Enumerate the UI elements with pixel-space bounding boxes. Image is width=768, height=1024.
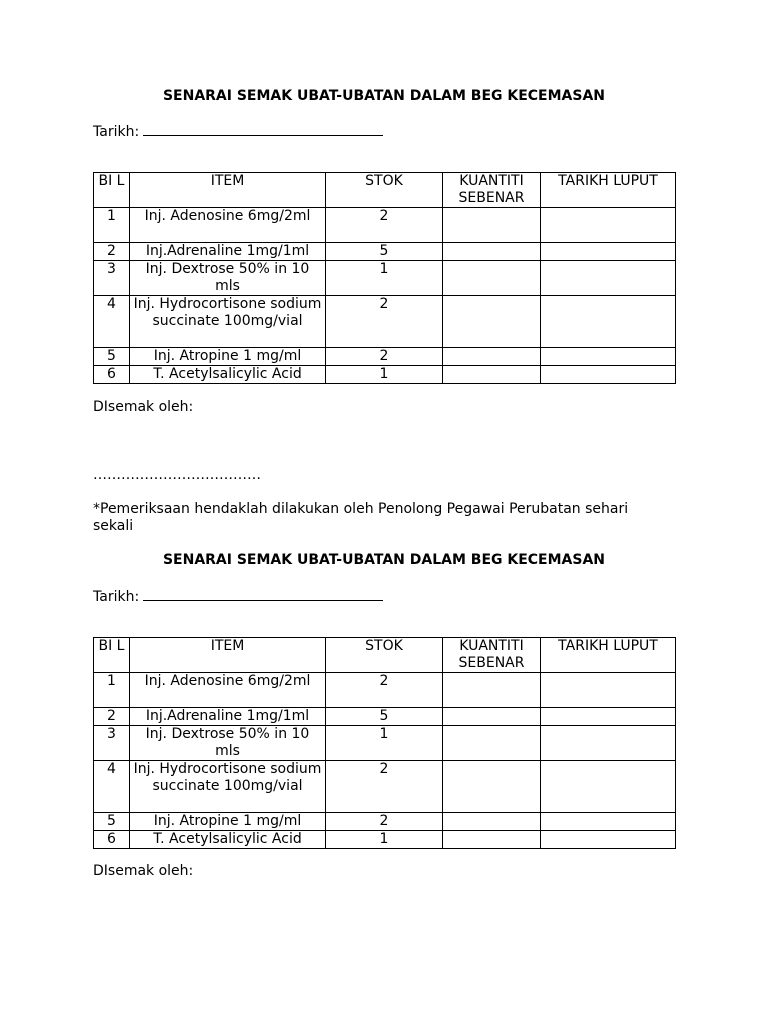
cell-bil: 3 (94, 261, 130, 296)
cell-kuantiti (443, 243, 541, 261)
cell-stok: 2 (326, 348, 443, 366)
cell-bil: 6 (94, 831, 130, 849)
table-row (94, 708, 676, 726)
cell-tarikh-luput (541, 261, 676, 296)
cell-tarikh-luput (541, 296, 676, 348)
cell-bil: 4 (94, 761, 130, 813)
header-item: ITEM (130, 173, 326, 208)
table-row (94, 726, 676, 761)
cell-bil: 2 (94, 243, 130, 261)
cell-tarikh-luput (541, 831, 676, 849)
date-blank (143, 122, 383, 136)
table-row (94, 261, 676, 296)
header-kuantiti: KUANTITI SEBENAR (443, 173, 541, 208)
medication-table (93, 172, 676, 384)
cell-stok: 1 (326, 366, 443, 384)
table-header-row (94, 638, 676, 673)
cell-item: T. Acetylsalicylic Acid (130, 366, 326, 384)
table-row (94, 673, 676, 708)
inspection-note: *Pemeriksaan hendaklah dilakukan oleh Penolong Pegawai Perubatan sehari sekali (93, 501, 629, 534)
table-row (94, 366, 676, 384)
cell-tarikh-luput (541, 813, 676, 831)
checked-by-label: DIsemak oleh: (93, 863, 194, 879)
cell-tarikh-luput (541, 348, 676, 366)
date-line (93, 587, 383, 606)
cell-tarikh-luput (541, 761, 676, 813)
cell-tarikh-luput (541, 243, 676, 261)
cell-stok: 1 (326, 726, 443, 761)
header-bil: BI L (94, 173, 130, 208)
table-row (94, 296, 676, 348)
date-label: Tarikh: (93, 589, 140, 605)
cell-item: Inj. Hydrocortisone sodium succinate 100mg/vial (130, 296, 326, 348)
cell-bil: 4 (94, 296, 130, 348)
cell-kuantiti (443, 208, 541, 243)
cell-tarikh-luput (541, 673, 676, 708)
cell-item: Inj. Atropine 1 mg/ml (130, 348, 326, 366)
header-kuantiti: KUANTITI SEBENAR (443, 638, 541, 673)
cell-stok: 2 (326, 296, 443, 348)
table-row (94, 831, 676, 849)
signature-line: ……………………………… (93, 467, 261, 483)
table-row (94, 208, 676, 243)
cell-stok: 5 (326, 243, 443, 261)
cell-stok: 2 (326, 761, 443, 813)
cell-item: Inj.Adrenaline 1mg/1ml (130, 708, 326, 726)
cell-stok: 2 (326, 673, 443, 708)
cell-kuantiti (443, 261, 541, 296)
cell-item: Inj. Adenosine 6mg/2ml (130, 673, 326, 708)
cell-bil: 1 (94, 208, 130, 243)
header-stok: STOK (326, 173, 443, 208)
cell-stok: 1 (326, 831, 443, 849)
cell-tarikh-luput (541, 208, 676, 243)
table-row (94, 813, 676, 831)
checklist-title: SENARAI SEMAK UBAT-UBATAN DALAM BEG KECEMASAN (162, 88, 606, 104)
cell-stok: 2 (326, 208, 443, 243)
cell-stok: 2 (326, 813, 443, 831)
cell-tarikh-luput (541, 726, 676, 761)
cell-bil: 5 (94, 348, 130, 366)
cell-item: Inj. Atropine 1 mg/ml (130, 813, 326, 831)
table-row (94, 761, 676, 813)
cell-kuantiti (443, 673, 541, 708)
cell-tarikh-luput (541, 366, 676, 384)
cell-stok: 1 (326, 261, 443, 296)
cell-stok: 5 (326, 708, 443, 726)
cell-item: Inj. Dextrose 50% in 10 mls (130, 726, 326, 761)
cell-kuantiti (443, 726, 541, 761)
table-header-row (94, 173, 676, 208)
medication-table (93, 637, 676, 849)
cell-kuantiti (443, 296, 541, 348)
cell-bil: 2 (94, 708, 130, 726)
table-row (94, 243, 676, 261)
cell-bil: 3 (94, 726, 130, 761)
cell-item: Inj.Adrenaline 1mg/1ml (130, 243, 326, 261)
cell-tarikh-luput (541, 708, 676, 726)
date-blank (143, 587, 383, 601)
checked-by-label: DIsemak oleh: (93, 399, 194, 415)
header-bil: BI L (94, 638, 130, 673)
header-tarikh-luput: TARIKH LUPUT (541, 638, 676, 673)
cell-kuantiti (443, 708, 541, 726)
cell-bil: 1 (94, 673, 130, 708)
cell-kuantiti (443, 366, 541, 384)
cell-item: T. Acetylsalicylic Acid (130, 831, 326, 849)
cell-item: Inj. Adenosine 6mg/2ml (130, 208, 326, 243)
header-item: ITEM (130, 638, 326, 673)
cell-item: Inj. Dextrose 50% in 10 mls (130, 261, 326, 296)
table-row (94, 348, 676, 366)
cell-bil: 5 (94, 813, 130, 831)
cell-kuantiti (443, 761, 541, 813)
date-line (93, 122, 383, 141)
header-tarikh-luput: TARIKH LUPUT (541, 173, 676, 208)
cell-item: Inj. Hydrocortisone sodium succinate 100mg/vial (130, 761, 326, 813)
header-stok: STOK (326, 638, 443, 673)
checklist-title: SENARAI SEMAK UBAT-UBATAN DALAM BEG KECEMASAN (162, 552, 606, 568)
cell-kuantiti (443, 348, 541, 366)
cell-kuantiti (443, 831, 541, 849)
date-label: Tarikh: (93, 124, 140, 140)
cell-bil: 6 (94, 366, 130, 384)
cell-kuantiti (443, 813, 541, 831)
